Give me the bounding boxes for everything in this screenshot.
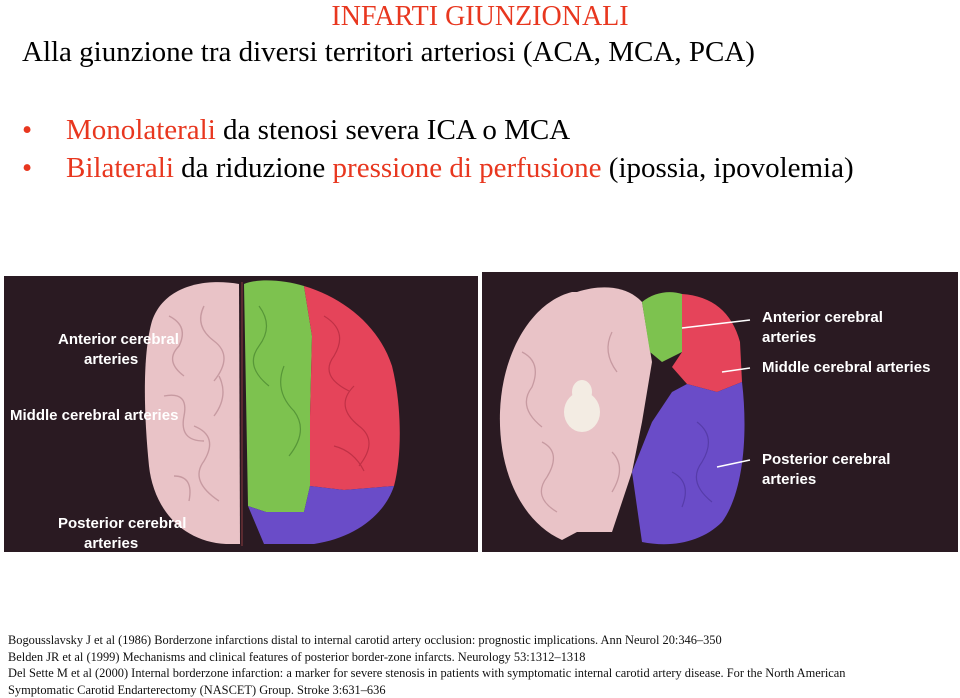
right-brain-panel (482, 272, 958, 552)
references (8, 632, 958, 698)
right-label-anterior: Anterior cerebral arteries (762, 309, 883, 346)
bullet-text: da riduzione (173, 152, 333, 184)
slide-subtitle: Alla giunzione tra diversi territori arteriosi (ACA, MCA, PCA) (22, 36, 755, 68)
right-brain-illustration (482, 272, 958, 552)
brain-figure (0, 272, 960, 554)
reference-line: Del Sette M et al (2000) Internal borderzone infarction: a marker for severe stenosis in patients with symptomatic internal carotid artery disease. For the North American (8, 666, 846, 680)
right-label-posterior: Posterior cerebral arteries (762, 451, 891, 488)
reference-line: Symptomatic Carotid Endarterectomy (NASCET) Group. Stroke 3:631–636 (8, 682, 386, 697)
right-label-middle: Middle cerebral arteries (762, 359, 931, 376)
bullet-text: da stenosi severa ICA o MCA (215, 114, 571, 146)
bullet-dot-icon: • (22, 114, 33, 146)
left-label-middle: Middle cerebral arteries (10, 407, 179, 424)
bullet-bilaterali (22, 152, 854, 184)
bullet-monolaterali (22, 114, 570, 146)
bullet-dot-icon: • (22, 152, 33, 184)
reference-line: Bogousslavsky J et al (1986) Borderzone infarctions distal to internal carotid artery occlusion: prognostic implications. Ann Neurol 20:346–350 (8, 633, 722, 647)
reference-line: Belden JR et al (1999) Mechanisms and clinical features of posterior border-zone infarcts. Neurology 53:1312–1318 (8, 649, 586, 664)
left-label-posterior: Posterior cerebral arteries (58, 515, 187, 552)
slide-title: INFARTI GIUNZIONALI (331, 1, 629, 32)
left-label-anterior: Anterior cerebral arteries (58, 331, 179, 368)
bullet-text-tail: (ipossia, ipovolemia) (601, 152, 854, 184)
left-brain-panel (4, 276, 478, 552)
bullet-keyword: Monolaterali (66, 114, 216, 146)
bullet-keyword: Bilaterali (66, 152, 174, 184)
bullet-highlight: pressione di perfusione (332, 152, 602, 184)
